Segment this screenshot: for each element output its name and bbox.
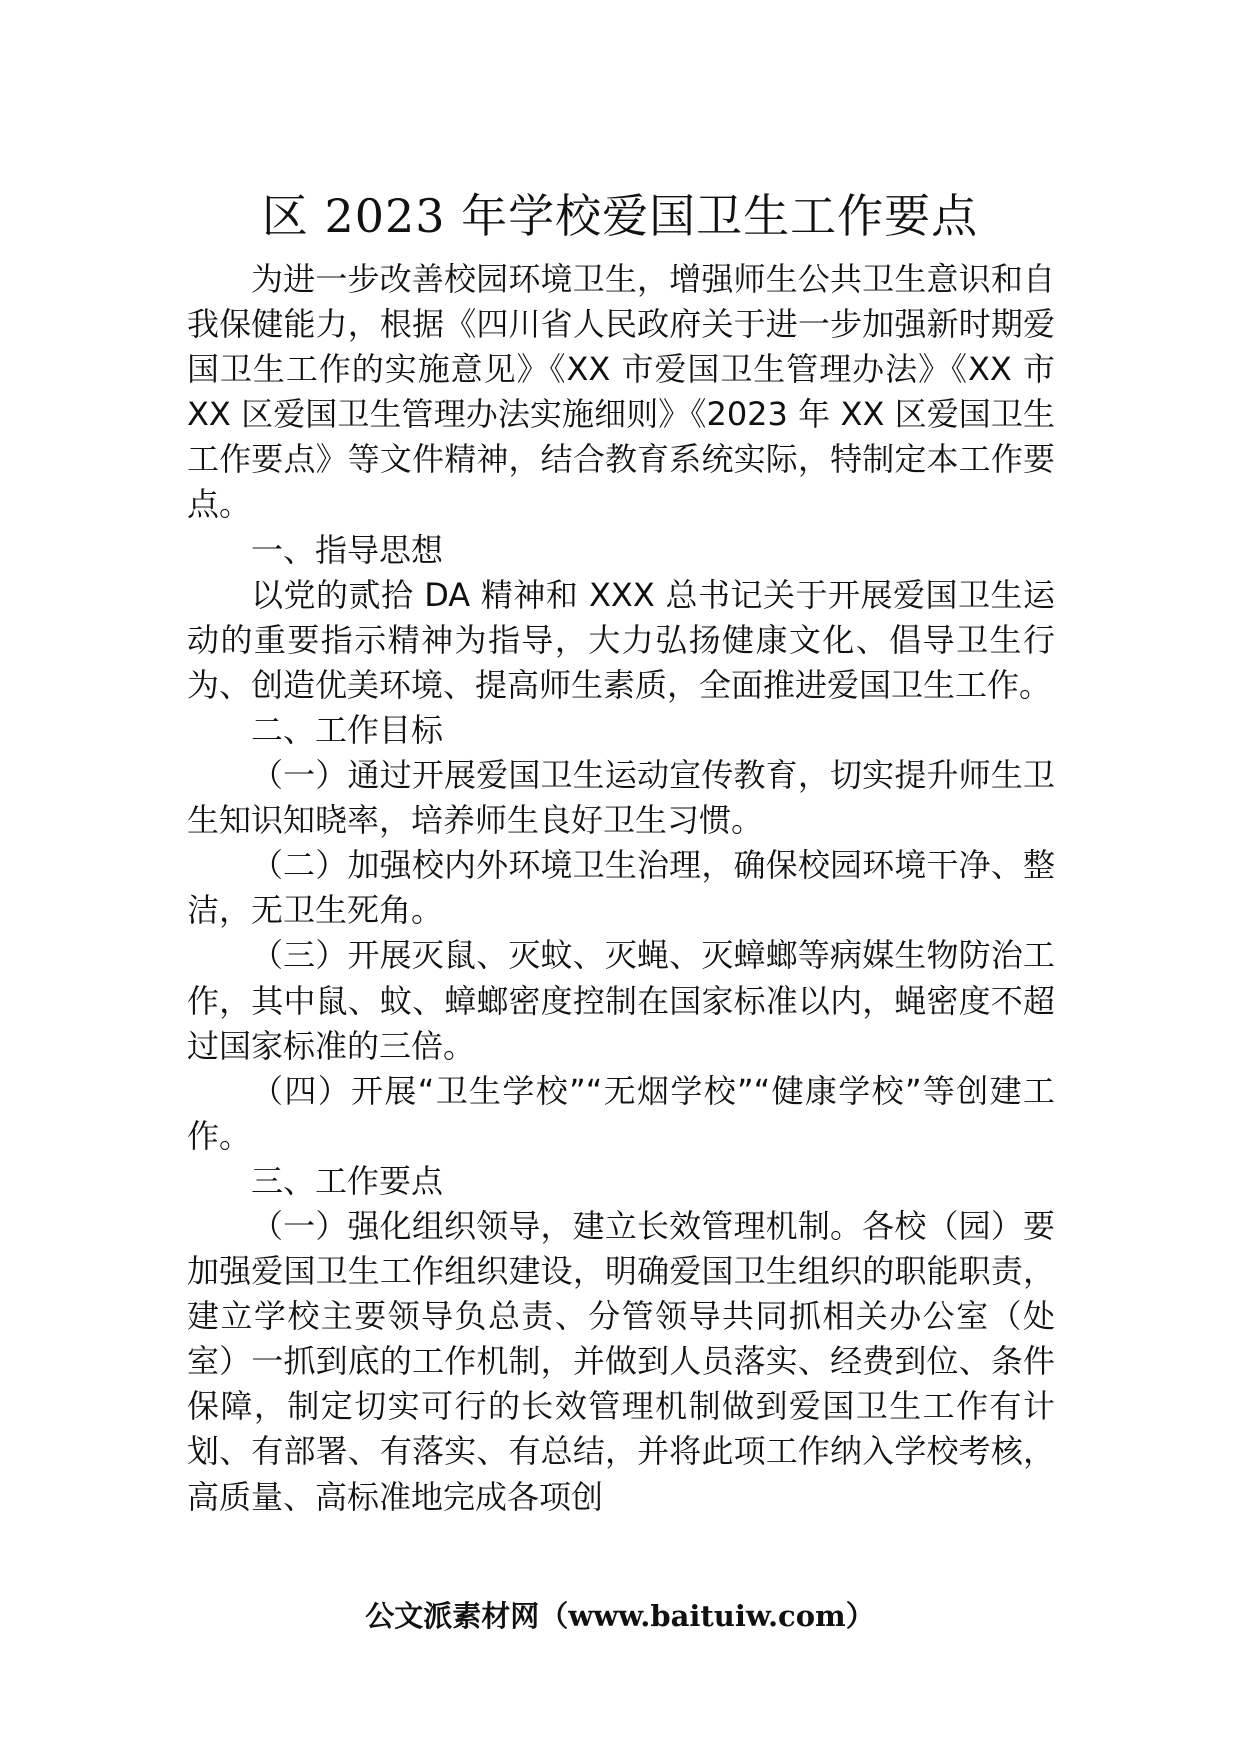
intro-paragraph: 为进一步改善校园环境卫生，增强师生公共卫生意识和自我保健能力，根据《四川省人民政府关于进一步加强新时期爱国卫生工作的实施意见》《XX 市爱国卫生管理办法》《XX 市 XX 区爱国卫生管理办法实施细则》《2023 年 XX 区爱国卫生工作要点》等文件精神，结合教育系统实际，特制定本工作要点。 <box>187 260 1055 524</box>
goal-item-3: （三）开展灭鼠、灭蚊、灭蝇、灭蟑螂等病媒生物防治工作，其中鼠、蚊、蟑螂密度控制在国家标准以内，蝇密度不超过国家标准的三倍。 <box>187 936 1055 1065</box>
document-body <box>187 257 1055 1520</box>
guiding-thought-paragraph: 以党的贰拾 DA 精神和 XXX 总书记关于开展爱国卫生运动的重要指示精神为指导，大力弘扬健康文化、倡导卫生行为、创造优美环境、提高师生素质，全面推进爱国卫生工作。 <box>187 575 1055 704</box>
goal-item-4: （四）开展“卫生学校”“无烟学校”“健康学校”等创建工作。 <box>187 1071 1055 1155</box>
section-heading-work-goals: 二、工作目标 <box>251 710 444 749</box>
section-heading-work-points: 三、工作要点 <box>251 1161 444 1200</box>
document-title: 区 2023 年学校爱国卫生工作要点 <box>261 189 979 243</box>
goal-item-2: （二）加强校内外环境卫生治理，确保校园环境干净、整洁，无卫生死角。 <box>187 846 1055 930</box>
goal-item-1: （一）通过开展爱国卫生运动宣传教育，切实提升师生卫生知识知晓率，培养师生良好卫生习惯。 <box>187 756 1055 840</box>
section-heading-guiding-thought: 一、指导思想 <box>251 530 444 569</box>
work-point-item-1: （一）强化组织领导，建立长效管理机制。各校（园）要加强爱国卫生工作组织建设，明确爱国卫生组织的职能职责，建立学校主要领导负总责、分管领导共同抓相关办公室（处室）一抓到底的工作机制，并做到人员落实、经费到位、条件保障，制定切实可行的长效管理机制做到爱国卫生工作有计划、有部署、有落实、有总结，并将此项工作纳入学校考核，高质量、高标准地完成各项创 <box>187 1206 1055 1516</box>
footer-watermark: 公文派素材网（www.baituiw.com） <box>365 1599 875 1633</box>
